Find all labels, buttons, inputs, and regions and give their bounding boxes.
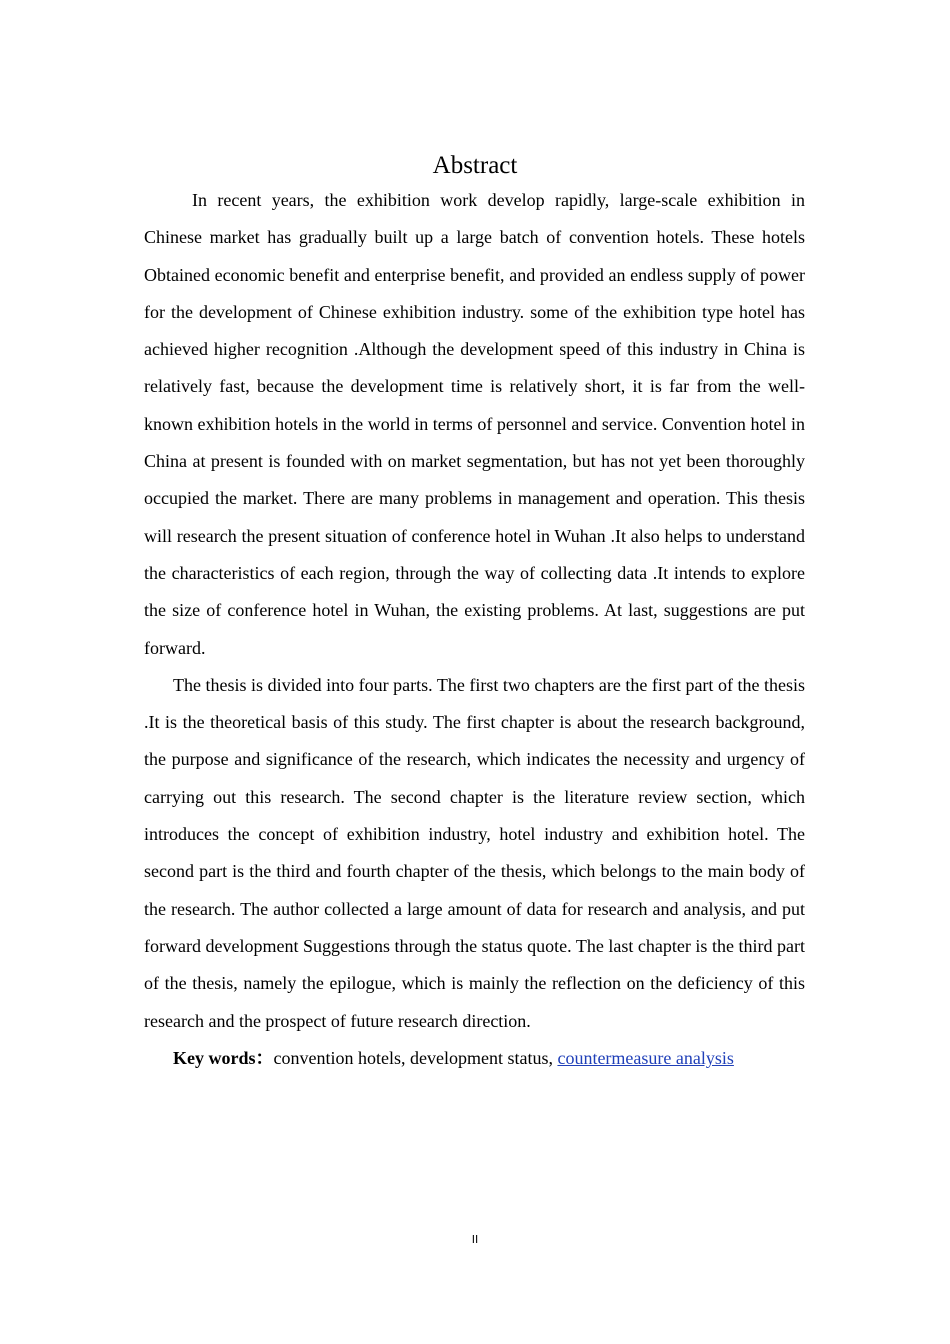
keywords-line bbox=[144, 1040, 805, 1076]
keyword-link-countermeasure-analysis[interactable]: countermeasure analysis bbox=[557, 1047, 734, 1068]
keywords-plain: convention hotels, development status, bbox=[273, 1047, 558, 1068]
abstract-paragraph-2: The thesis is divided into four parts. The first two chapters are the first part of the thesis .It is the theoretical basis of this study. The first chapter is about the research background, the purpose and significance of the research, which indicates the necessity and urgency of carrying out this research. The second chapter is the literature review section, which introduces the concept of exhibition industry, hotel industry and exhibition hotel. The second part is the third and fourth chapter of the thesis, which belongs to the main body of the research. The author collected a large amount of data for research and analysis, and put forward development Suggestions through the status quote. The last chapter is the third part of the thesis, namely the epilogue, which is mainly the reflection on the deficiency of this research and the prospect of future research direction. bbox=[144, 674, 805, 1031]
keywords-label: Key words： bbox=[173, 1047, 274, 1068]
page-number: II bbox=[471, 1233, 479, 1246]
abstract-body bbox=[144, 182, 805, 1076]
abstract-title: Abstract bbox=[432, 151, 518, 179]
abstract-paragraph-1: In recent years, the exhibition work develop rapidly, large-scale exhibition in Chinese market has gradually built up a large batch of convention hotels. These hotels Obtained economic benefit and enterprise benefit, and provided an endless supply of power for the development of Chinese exhibition industry. some of the exhibition type hotel has achieved higher recognition .Although the development speed of this industry in China is relatively fast, because the development time is relatively short, it is far from the well-known exhibition hotels in the world in terms of personnel and service. Convention hotel in China at present is founded with on market segmentation, but has not yet been thoroughly occupied the market. There are many problems in management and operation. This thesis will research the present situation of conference hotel in Wuhan .It also helps to understand the characteristics of each region, through the way of collecting data .It intends to explore the size of conference hotel in Wuhan, the existing problems. At last, suggestions are put forward. bbox=[144, 190, 805, 658]
